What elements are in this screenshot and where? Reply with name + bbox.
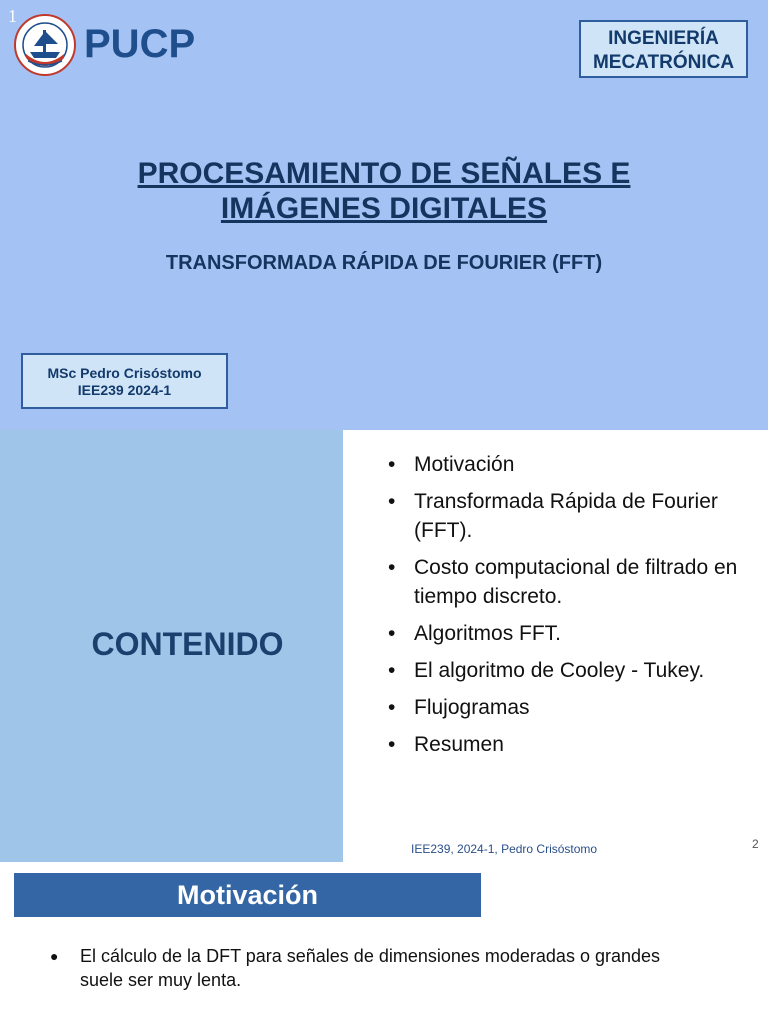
- list-item: • El algoritmo de Cooley - Tukey.: [388, 656, 758, 685]
- slide-number: 2: [752, 837, 759, 851]
- lecture-subtitle: TRANSFORMADA RÁPIDA DE FOURIER (FFT): [165, 252, 603, 274]
- course-title-line-2: IMÁGENES DIGITALES: [220, 192, 548, 225]
- motivation-list: [50, 944, 700, 1006]
- department-line-2: MECATRÓNICA: [592, 52, 735, 73]
- department-line-1: INGENIERÍA: [608, 28, 719, 49]
- list-item: • Costo computacional de filtrado en tiempo discreto.: [388, 553, 758, 611]
- author-badge: [21, 353, 228, 409]
- title-slide: [0, 0, 768, 430]
- slide-number: 1: [8, 6, 17, 26]
- course-code: IEE239 2024-1: [77, 382, 172, 398]
- course-title-line-1: PROCESAMIENTO DE SEÑALES E: [137, 157, 631, 190]
- list-item: • Motivación: [388, 450, 758, 479]
- list-item: • Resumen: [388, 730, 758, 759]
- list-item: • Algoritmos FFT.: [388, 619, 758, 648]
- contents-slide: [0, 430, 768, 862]
- author-name: MSc Pedro Crisóstomo: [47, 365, 202, 381]
- contents-list: [388, 450, 758, 767]
- course-title: [84, 156, 684, 226]
- list-item: ● El cálculo de la DFT para señales de dimensiones moderadas o grandes suele ser muy lenta.: [50, 944, 700, 992]
- department-badge: [579, 20, 748, 78]
- list-item: • Flujogramas: [388, 693, 758, 722]
- slide-footer: IEE239, 2024-1, Pedro Crisóstomo: [411, 842, 598, 856]
- motivation-slide: [0, 862, 768, 1024]
- contents-heading: CONTENIDO: [91, 626, 284, 662]
- motivation-heading: Motivación: [14, 873, 481, 917]
- pucp-wordmark: PUCP: [84, 22, 196, 66]
- pucp-seal-logo: [14, 14, 76, 76]
- list-item: • Transformada Rápida de Fourier (FFT).: [388, 487, 758, 545]
